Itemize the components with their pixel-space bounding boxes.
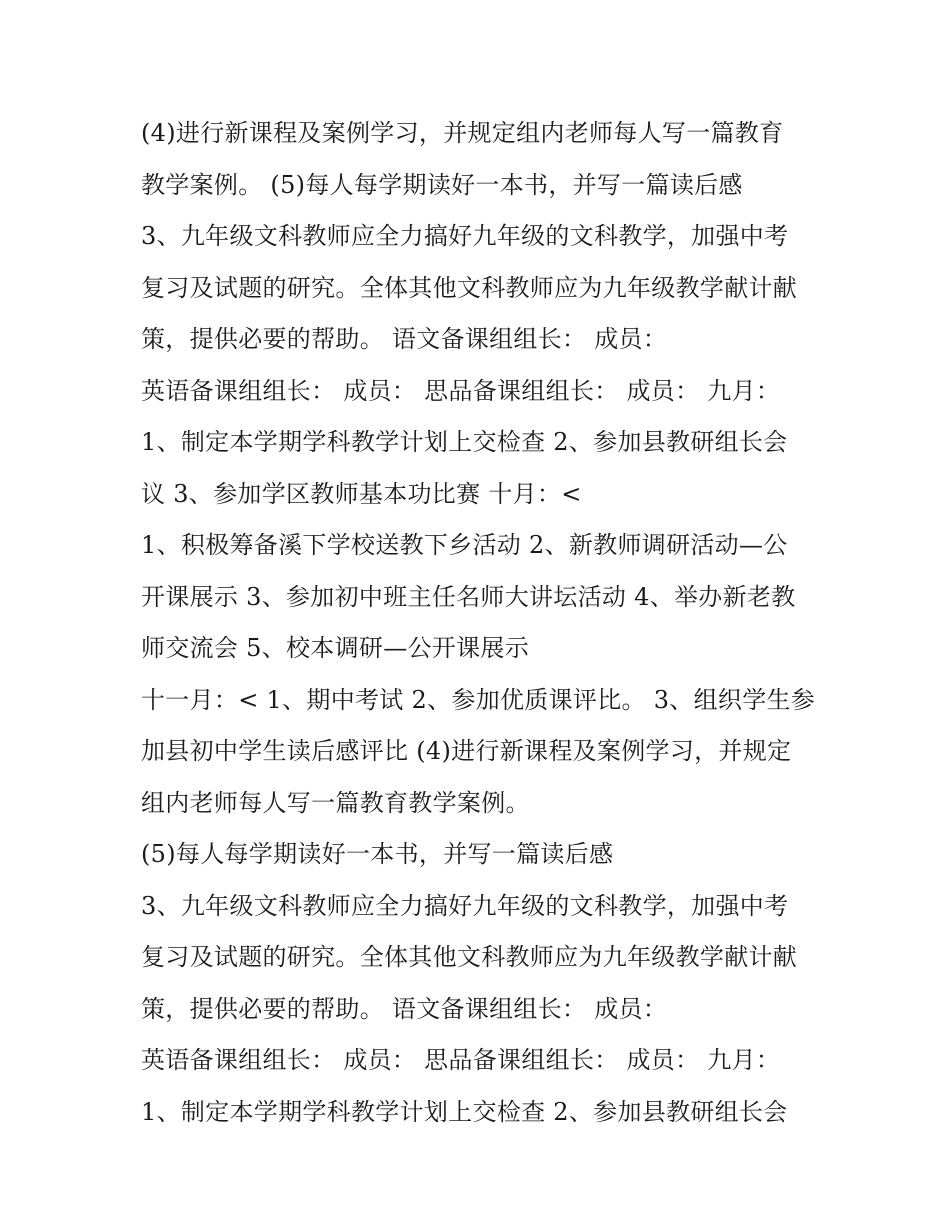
text-line: (4)进行新课程及案例学习，并规定组内老师每人写一篇教育 — [141, 119, 784, 147]
text-line: 开课展示 3、参加初中班主任名师大讲坛活动 4、举办新老教 — [141, 582, 796, 611]
text-line: (5)每人每学期读好一本书，并写一篇读后感 — [141, 840, 614, 868]
text-line: 加县初中学生读后感评比 (4)进行新课程及案例学习，并规定 — [141, 737, 792, 765]
text-line: 十一月：< 1、期中考试 2、参加优质课评比。 3、组织学生参 — [141, 685, 816, 714]
text-line: 复习及试题的研究。全体其他文科教师应为九年级教学献计献 — [141, 273, 798, 302]
text-line: 议 3、参加学区教师基本功比赛 十月：< — [141, 479, 582, 508]
text-line: 1、制定本学期学科教学计划上交检查 2、参加县教研组长会 — [141, 1097, 788, 1126]
text-line: 组内老师每人写一篇教育教学案例。 — [141, 788, 530, 817]
text-line: 复习及试题的研究。全体其他文科教师应为九年级教学献计献 — [141, 943, 798, 971]
text-line: 策，提供必要的帮助。 语文备课组组长： 成员： — [141, 325, 668, 353]
text-line: 1、制定本学期学科教学计划上交检查 2、参加县教研组长会 — [141, 428, 788, 456]
text-line: 3、九年级文科教师应全力搞好九年级的文科教学，加强中考 — [141, 891, 789, 920]
text-line: 师交流会 5、校本调研—公开课展示 — [141, 634, 529, 662]
text-line: 1、积极筹备溪下学校送教下乡活动 2、新教师调研活动—公 — [141, 531, 788, 559]
text-line: 教学案例。 (5)每人每学期读好一本书，并写一篇读后感 — [141, 170, 743, 199]
document-body — [141, 108, 821, 1138]
text-line: 策，提供必要的帮助。 语文备课组组长： 成员： — [141, 994, 668, 1023]
text-line: 3、九年级文科教师应全力搞好九年级的文科教学，加强中考 — [141, 222, 789, 250]
text-line: 英语备课组组长： 成员： 思品备课组组长： 成员： 九月： — [141, 1046, 781, 1074]
text-line: 英语备课组组长： 成员： 思品备课组组长： 成员： 九月： — [141, 376, 781, 405]
